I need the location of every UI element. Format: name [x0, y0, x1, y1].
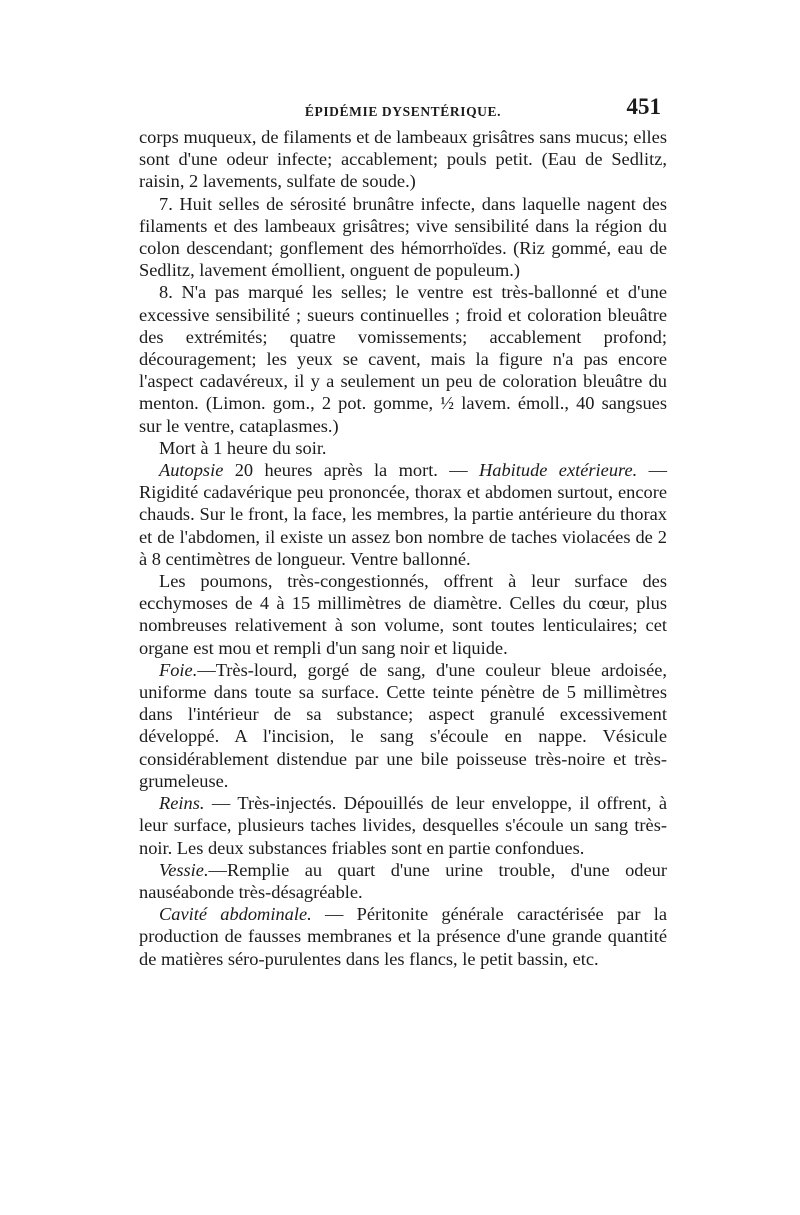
paragraph-bladder: Vessie.—Remplie au quart d'une urine trouble, d'une odeur nauséabonde très-désagréable.	[139, 859, 667, 902]
paragraph-lungs: Les poumons, très-congestionnés, offrent à leur surface des ecchymoses de 4 à 15 millimètres de diamètre. Celles du cœur, plus nombreuses relativement à son volume, sont toutes lenticulaires; cet organe est mou et rempli d'un sang noir et liquide.	[139, 571, 667, 658]
abdominal-cavity-label: Cavité abdominale.	[159, 904, 312, 925]
paragraph-abdominal-cavity: Cavité abdominale. — Péritonite générale caractérisée par la production de fausses membranes et la présence d'une grande quantité de matières séro-purulentes dans les flancs, le petit bassin, etc.	[139, 904, 667, 969]
paragraph-day-7: 7. Huit selles de sérosité brunâtre infecte, dans laquelle nagent des filaments et des lambeaux grisâtres; vive sensibilité dans la région du colon descendant; gonflement des hémorrhoïdes. (Riz gommé, eau de Sedlitz, lavement émollient, onguent de populeum.)	[139, 193, 667, 281]
paragraph-day-8: 8. N'a pas marqué les selles; le ventre est très-ballonné et d'une excessive sensibilité ; sueurs continuelles ; froid et coloration bleuâtre des extrémités; quatre vomissements; accablement profond; découragement; les yeux se cavent, mais la figure n'a pas encore l'aspect cadavéreux, il y a seulement un peu de coloration bleuâtre du menton. (Limon. gom., 2 pot. gomme, ½ lavem. émoll., 40 sangsues sur le ventre, cataplasmes.)	[139, 282, 667, 436]
autopsy-label: Autopsie	[159, 460, 224, 481]
paragraph-death: Mort à 1 heure du soir.	[159, 437, 327, 458]
paragraph-kidneys: Reins. — Très-injectés. Dépouillés de leur enveloppe, il offrent, à leur surface, plusieurs taches livides, desquelles s'écoule un sang très-noir. Les deux substances friables sont en partie confondues.	[139, 793, 667, 858]
book-page	[139, 94, 667, 970]
paragraph-continuation: corps muqueux, de filaments et de lambeaux grisâtres sans mucus; elles sont d'une odeur infecte; accablement; pouls petit. (Eau de Sedlitz, raisin, 2 lavements, sulfate de soude.)	[139, 127, 667, 192]
page-number: 451	[626, 94, 661, 119]
habitude-label: Habitude extérieure.	[479, 460, 638, 481]
liver-label: Foie.	[159, 659, 198, 680]
bladder-label: Vessie.	[159, 859, 209, 880]
page-header	[139, 94, 667, 126]
kidneys-label: Reins.	[159, 793, 205, 814]
paragraph-autopsy: Autopsie 20 heures après la mort. — Habitude extérieure. — Rigidité cadavérique peu prononcée, thorax et abdomen surtout, encore chauds. Sur le front, la face, les membres, la partie antérieure du thorax et de l'abdomen, il existe un assez bon nombre de taches violacées de 2 à 8 centimètres de longueur. Ventre ballonné.	[139, 460, 667, 569]
running-title: ÉPIDÉMIE DYSENTÉRIQUE.	[304, 104, 502, 119]
paragraph-liver: Foie.—Très-lourd, gorgé de sang, d'une couleur bleue ardoisée, uniforme dans toute sa surface. Cette teinte pénètre de 5 millimètres dans l'intérieur de sa substance; aspect granulé excessivement développé. A l'incision, le sang s'écoule en nappe. Vésicule considérablement distendue par une bile poisseuse très-noire et très-grumeleuse.	[139, 659, 667, 791]
page-body	[139, 126, 667, 970]
